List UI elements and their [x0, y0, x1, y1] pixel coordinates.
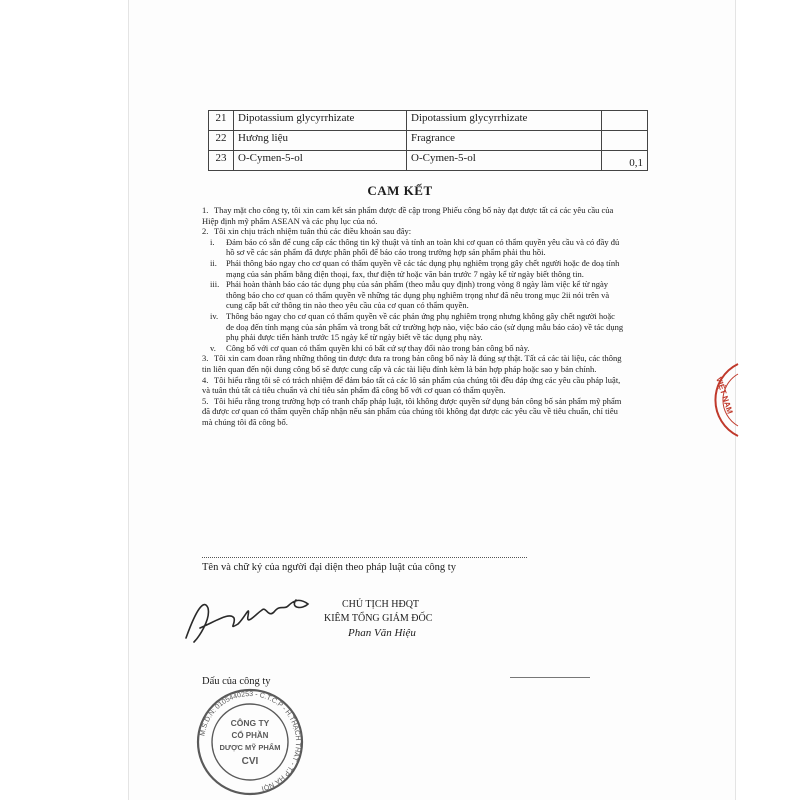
ingredient-inci: Fragrance — [407, 131, 602, 151]
stamp-line: CÔNG TY — [230, 718, 270, 728]
ingredient-table — [208, 110, 648, 171]
stamp-line: CVI — [241, 756, 259, 767]
commitment-title: CAM KẾT — [367, 183, 433, 198]
ingredient-name: Hương liệu — [234, 131, 407, 151]
commitment-subitem — [202, 258, 624, 279]
item-number: 4. — [202, 374, 209, 385]
legal-rep-label: Tên và chữ ký của người đại diện theo pháp luật của công ty — [202, 562, 456, 573]
ingredient-inci: O-Cymen-5-ol — [407, 151, 602, 171]
item-text: Tôi xin cam đoan rằng những thông tin được đưa ra trong bản công bố này là đúng sự thật. Tất cả các tài liệu, các thông tin liên quan đến nội dung công bố sẽ được cung cấp và các tài liệu đính kèm là bản hợp pháp hoặc sao y bản chính. — [202, 353, 622, 374]
subitem-text: Phải thông báo ngay cho cơ quan có thẩm quyền về các tác dụng phụ nghiêm trọng gây chết người hoặc đe doạ tính mạng của sản phẩm bằng điện thoại, fax, thư điện tử hoặc văn bản trước 7 ngày kể từ ngày biết thông tin. — [226, 257, 620, 279]
item-number: 3. — [202, 353, 209, 364]
signatory-block — [324, 598, 433, 640]
commitment-subitem — [202, 343, 624, 354]
row-number: 21 — [209, 111, 234, 131]
signature-divider — [510, 677, 590, 678]
item-text: Tôi xin chịu trách nhiệm tuân thủ các điều khoản sau đây: — [213, 226, 412, 237]
ingredient-percent — [602, 131, 648, 151]
item-text: Tôi hiểu rằng tôi sẽ có trách nhiệm để đảm bảo tất cả các lô sản phẩm của chúng tôi đều đáp ứng các yêu cầu pháp luật, và tuân thủ tất cả tiêu chuẩn và chỉ tiêu sản phẩm đã công bố với cơ quan có thẩm quyền. — [202, 374, 621, 396]
signatory-position: CHỦ TỊCH HĐQT — [342, 599, 420, 610]
item-number: 5. — [202, 395, 209, 406]
company-stamp — [186, 688, 314, 796]
row-number: 22 — [209, 131, 234, 151]
subitem-number: v. — [210, 342, 216, 353]
item-number: 1. — [202, 205, 209, 215]
subitem-text: Phải hoàn thành báo cáo tác dụng phụ của sản phẩm (theo mẫu quy định) trong vòng 8 ngày làm việc kể từ ngày thông báo cho cơ quan có thẩm quyền về những tác dụng phụ nghiêm trọng như đã nêu trong mục 2ii nói trên và cung cấp bất cứ thông tin nào theo yêu cầu của cơ quan có thẩm quyền. — [226, 279, 610, 311]
handwritten-signature — [178, 590, 328, 650]
red-stamp-text: VIỆT NAM — [714, 375, 735, 415]
item-text: Thay mặt cho công ty, tôi xin cam kết sản phẩm được đề cập trong Phiếu công bố này đạt được tất cả các yêu cầu của Hiệp định mỹ phẩm ASEAN và các phụ lục của nó. — [202, 205, 614, 226]
stamp-label: Dấu của công ty — [202, 676, 271, 687]
commitment-item — [202, 375, 624, 396]
row-number: 23 — [209, 151, 234, 171]
subitem-number: iii. — [210, 279, 220, 290]
stamp-line: DƯỢC MỸ PHẨM — [219, 743, 281, 752]
ingredient-inci: Dipotassium glycyrrhizate — [407, 111, 602, 131]
commitment-item — [202, 226, 624, 237]
signatory-position: KIÊM TỔNG GIÁM ĐỐC — [324, 613, 433, 624]
ingredient-name: Dipotassium glycyrrhizate — [234, 111, 407, 131]
signature-divider — [202, 557, 527, 558]
stamp-ring-textpath: M.S.D.N: 0105440253 - C.T.C.P - H.THẠCH THẤT - T.P HÀ NỘI — [199, 690, 302, 792]
signatory-name: Phan Văn Hiệu — [348, 627, 416, 639]
red-stamp-fragment — [690, 360, 740, 440]
subitem-text: Thông báo ngay cho cơ quan có thẩm quyền về các phản ứng phụ nghiêm trọng nhưng không gây chết người hoặc đe doạ đến tính mạng của sản phẩm và trong bất cứ trường hợp nào, việc báo cáo (sử dụng mẫu báo cáo) về tác dụng phụ phải được tiến hành trước 15 ngày kể từ ngày biết về tác dụng phụ này. — [226, 310, 624, 343]
commitment-subitem — [202, 279, 624, 311]
ingredient-percent: 0,1 — [602, 151, 648, 171]
table-row — [209, 111, 648, 131]
subitem-text: Công bố với cơ quan có thẩm quyền khi có bất cứ sự thay đổi nào trong bản công bố này. — [226, 342, 530, 353]
item-text: Tôi hiểu rằng trong trường hợp có tranh chấp pháp luật, tôi không được quyền sử dụng bản công bố sản phẩm mỹ phẩm đã được cơ quan có thẩm quyền chấp nhận nếu sản phẩm của chúng tôi không đạt được các yêu cầu về tiêu chuẩn, chỉ tiêu mà chúng tôi đã công bố. — [202, 395, 622, 427]
commitment-item — [202, 205, 624, 226]
commitment-body — [202, 205, 624, 427]
commitment-subitem — [202, 311, 624, 343]
commitment-item — [202, 353, 624, 374]
commitment-item — [202, 396, 624, 428]
stamp-line: CỔ PHẦN — [231, 731, 269, 740]
commitment-subitem — [202, 237, 624, 258]
subitem-number: ii. — [210, 257, 217, 268]
subitem-number: iv. — [210, 310, 219, 321]
item-number: 2. — [202, 226, 209, 237]
subitem-text: Đảm bảo có sẵn để cung cấp các thông tin kỹ thuật và tính an toàn khi cơ quan có thẩm quyền yêu cầu và có đầy đủ hồ sơ về các sản phẩm đã được phân phối để báo cáo trong trường hợp sản phẩm phải thu hồi. — [226, 236, 620, 258]
ingredient-name: O-Cymen-5-ol — [234, 151, 407, 171]
table-row — [209, 151, 648, 171]
subitem-number: i. — [210, 236, 215, 247]
table-row — [209, 131, 648, 151]
ingredient-percent — [602, 111, 648, 131]
